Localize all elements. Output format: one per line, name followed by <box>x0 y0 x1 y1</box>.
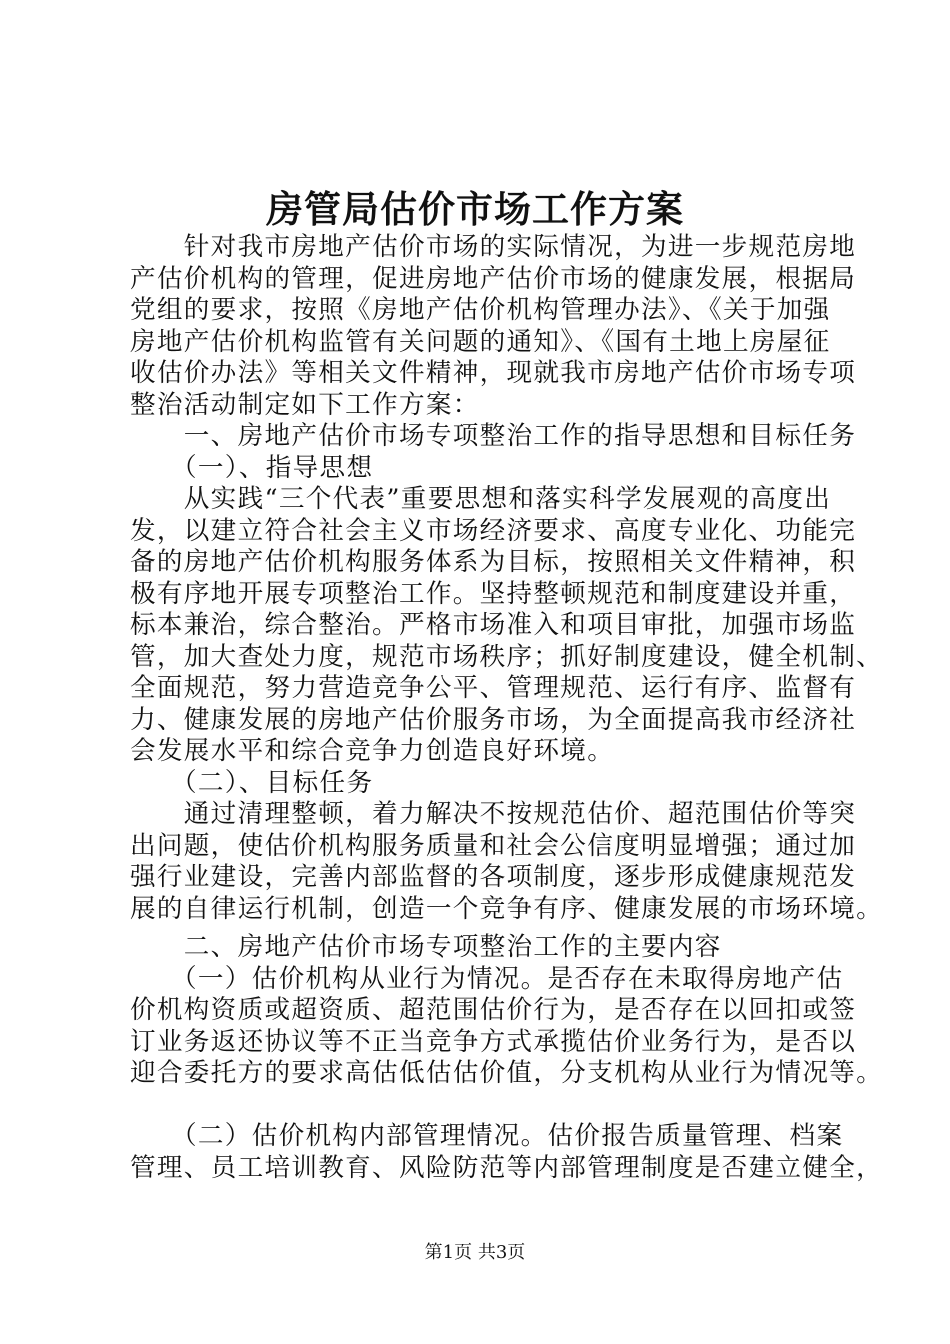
section-heading-one: 一、房地产估价市场专项整治工作的指导思想和目标任务 <box>130 421 857 451</box>
text-line: 全面规范，努力营造竞争公平、管理规范、运行有序、监督有 <box>130 673 857 703</box>
subsection-heading: （二）、目标任务 <box>130 767 374 798</box>
text-line: 价机构资质或超资质、超范围估价行为，是否存在以回扣或签 <box>130 995 857 1025</box>
text-line: （一）估价机构从业行为情况。是否存在未取得房地产估 <box>130 963 844 994</box>
subsection-heading: （一）、指导思想 <box>130 452 374 483</box>
text-line: 收估价办法》等相关文件精神，现就我市房地产估价市场专项 <box>130 358 857 388</box>
text-line: 管，加大查处力度，规范市场秩序；抓好制度建设，健全机制、 <box>130 641 884 672</box>
document-title: 房管局估价市场工作方案 <box>266 187 684 231</box>
text-line: 党组的要求，按照《房地产估价机构管理办法》、《关于加强 <box>130 295 831 325</box>
text-line: 极有序地开展专项整治工作。坚持整顿规范和制度建设并重， <box>130 578 857 609</box>
text-line: 管理、员工培训教育、风险防范等内部管理制度是否建立健全， <box>130 1152 884 1183</box>
page-footer: 第1页 共3页 <box>424 1242 526 1263</box>
text-line: 会发展水平和综合竞争力创造良好环境。 <box>130 736 615 766</box>
section-heading-two: 二、房地产估价市场专项整治工作的主要内容 <box>130 932 722 962</box>
text-line: 产估价机构的管理，促进房地产估价市场的健康发展，根据局 <box>130 263 857 294</box>
text-line: （二）估价机构内部管理情况。估价报告质量管理、档案 <box>130 1121 844 1151</box>
text-line: 备的房地产估价机构服务体系为目标，按照相关文件精神，积 <box>130 547 857 577</box>
text-line: 强行业建设，完善内部监督的各项制度，逐步形成健康规范发 <box>130 862 857 892</box>
text-line: 针对我市房地产估价市场的实际情况，为进一步规范房地 <box>130 232 857 262</box>
intro-paragraph <box>130 232 884 925</box>
text-line: 力、健康发展的房地产估价服务市场，为全面提高我市经济社 <box>130 704 857 735</box>
text-line: 迎合委托方的要求高估低估估价值，分支机构从业行为情况等。 <box>130 1058 884 1088</box>
text-line: 通过清理整顿，着力解决不按规范估价、超范围估价等突 <box>130 799 857 829</box>
text-line: 标本兼治，综合整治。严格市场准入和项目审批，加强市场监 <box>130 610 857 640</box>
text-line: 发，以建立符合社会主义市场经济要求、高度专业化、功能完 <box>130 515 857 546</box>
text-line: 展的自律运行机制，创造一个竞争有序、健康发展的市场环境。 <box>130 893 884 924</box>
text-line: 从实践“三个代表”重要思想和落实科学发展观的高度出 <box>130 484 832 514</box>
text-line: 整治活动制定如下工作方案： <box>130 389 480 420</box>
text-line: 房地产估价机构监管有关问题的通知》、《国有土地上房屋征 <box>130 326 831 357</box>
section-two <box>130 932 884 1090</box>
text-line: 出问题，使估价机构服务质量和社会公信度明显增强；通过加 <box>130 830 857 861</box>
section-two-item-two <box>130 1121 884 1184</box>
text-line: 订业务返还协议等不正当竞争方式承揽估价业务行为，是否以 <box>130 1026 857 1057</box>
